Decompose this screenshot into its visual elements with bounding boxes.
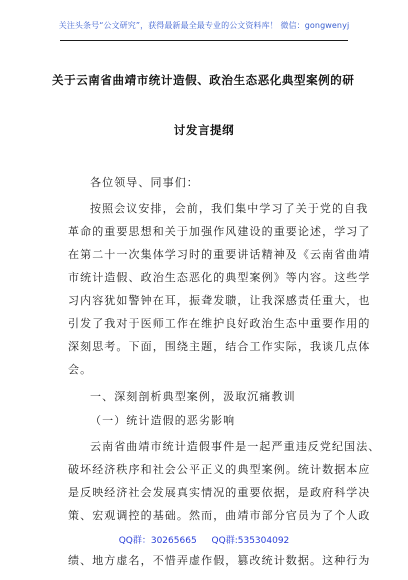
body-line: 按照会议安排，会前，我们集中学习了关于党的自我 [90, 202, 369, 215]
body-line: 破坏经济秩序和社会公平正义的典型案例。统计数据本应 [68, 463, 371, 476]
body-line: 云南省曲靖市统计造假事件是一起严重违反党纪国法、 [90, 440, 381, 453]
body-line: 习内容犹如警钟在耳，振聋发聩，让我深感责任重大，也 [68, 294, 371, 307]
section-heading: 一、深刻剖析典型案例，汲取沉痛教训 [90, 390, 296, 403]
body-line: 是反映经济社会发展真实情况的重要依据，是政府科学决 [68, 486, 371, 499]
body-line: 绩、地方虚名，不惜弄虚作假，篡改统计数据。这种行为 [68, 554, 371, 567]
body-line: 市统计造假、政治生态恶化的典型案例》等内容。这些学 [68, 271, 371, 284]
document-title-line-1: 关于云南省曲靖市统计造假、政治生态恶化典型案例的研 [52, 73, 355, 87]
footer-qq-group-1: QQ群：30265665 [118, 536, 197, 546]
subsection-heading: （一）统计造假的恶劣影响 [90, 414, 236, 427]
body-line: 策、宏观调控的基础。然而，曲靖市部分官员为了个人政 [68, 509, 371, 522]
header-banner: 关注头条号“公文研究”，获得最新最全最专业的公文资料库！ 微信：gongwenyj [58, 21, 350, 30]
footer-qq-group-2: QQ群:535304092 [211, 536, 290, 546]
body-line: 引发了我对于医师工作在维护良好政治生态中重要作用的 [68, 317, 371, 330]
body-line: 会。 [68, 363, 93, 376]
document-title-line-2: 讨发言提纲 [173, 123, 235, 137]
body-line: 在第二十一次集体学习时的重要讲话精神及《云南省曲靖 [68, 248, 371, 261]
footer-contacts [0, 533, 408, 546]
body-line: 革命的重要思想和关于加强作风建设的重要论述，学习了 [68, 225, 371, 238]
salutation: 各位领导、同事们： [90, 176, 199, 189]
header-divider [60, 40, 348, 41]
body-line: 深刻思考。下面，围绕主题，结合工作实际，我谈几点体 [68, 340, 371, 353]
